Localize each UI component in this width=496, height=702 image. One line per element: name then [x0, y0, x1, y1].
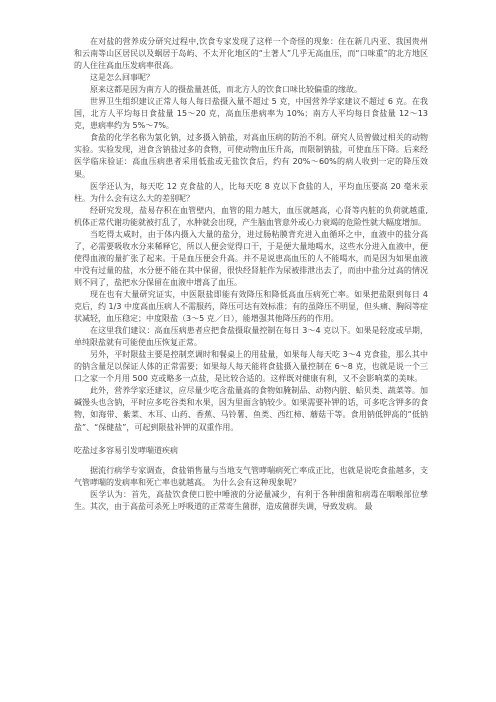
paragraph: 医学认为：首先，高盐饮食使口腔中唾液的分泌量减少，有利于各种细菌和病毒在咽喉部位孳生。其次，由于高盐可杀死上呼吸道的正常寄生菌群，造成菌群失调，导致发病。 最 [74, 489, 428, 511]
paragraph: 据流行病学专家调查，食盐销售量与当地支气管哮喘病死亡率成正比，也就是说吃食盐越多，支气管哮喘的发病率和死亡率也就越高。 为什么会有这种现象呢？ [74, 465, 428, 487]
paragraph: 食盐的化学名称为氯化钠，过多摄入钠盐，对高血压病的防治不利。研究人员曾做过相关的动物实验。实验发现，进食含钠盐过多的食物，可使动物血压升高，而限制钠盐，可使血压下降。后来经医学临床验证：高血压病患者采用低盐或无盐饮食后，约有 20%～60%的病人收到一定的降压效果。 [74, 133, 428, 179]
section-heading: 吃盐过多容易引发哮喘道疾病 [74, 445, 178, 455]
paragraph: 世界卫生组织建议正常人每人每日盐摄入量不超过 5 克，中国营养学家建议不超过 6 克。在我国，北方人平均每日食盐量 15～20 克，高血压患病率为 10%；南方人平均每日食盐量 12～13 克，患病率约为 5%～7%。 [74, 97, 428, 131]
paragraph: 在这里我们建议：高血压病患者应把食盐摄取量控制在每日 3～4 克以下。如果是轻度或早期，单纯限盐就有可能使血压恢复正常。 [74, 326, 428, 348]
paragraph: 此外，营养学家还建议，应尽量少吃含盐量高的食物如腌制品、动物内脏、蛤贝类、蔬菜等。加碱馒头也含钠，平时应多吃谷类和水果，因为里面含钠较少。如果需要补钾的话，可多吃含钾多的食物，如海带、紫菜、木耳、山药、香蕉、马铃薯、鱼类、西红柿、蘑菇干等。食用钠低钾高的“低钠盐”、“保健盐”，可起到限盐补钾的双重作用。 [74, 386, 428, 432]
paragraph: 当吃得太咸时，由于体内摄入大量的盐分，进过肠粘膜背充进入血循环之中，血液中的盐分高了，必需要吸收水分来稀释它，所以人便会觉得口干，于是便大量地喝水，这些水分进入血液中，便使得血液的量扩张了起来。于是血压便会升高。并不是说患高血压的人不能喝水，而是因为如果血液中没有过量的盐，水分便不能在其中保留，很快经肾脏作为尿被排泄出去了，而由中盐分过高的情况则不同了，盐把水分保留在血液中增高了血压。 [74, 229, 428, 287]
paragraph: 医学还认为，每天吃 12 克食盐的人，比每天吃 8 克以下食盐的人，平均血压要高 20 毫米汞柱。为什么会有这么大的差别呢？ [74, 181, 428, 203]
paragraph: 原来这都是因为南方人的摄盐量甚低，而北方人的饮食口味比较偏重的缘故。 [90, 85, 362, 95]
paragraph: 现在也有大量研究证实，中医限盐即能有效降压和降低高血压病死亡率。如果把盐限到每日 4 克后，约 1/3 中度高血压病人不需服药，降压可达有效标准；有的虽降压不明显，但头痛、胸闷等症状减轻，血压稳定；中度限盐（3～5 克／日），能增强其他降压药的作用。 [74, 289, 428, 324]
paragraph: 经研究发现，盐易存积在血管壁内，血管的阻力越大，血压就越高，心肾等内脏的负荷就越重,机体正常代谢功能就被打乱了，水肿就会出现，产生脑血管意外或心力衰竭的危险性就大幅度增加。 [74, 205, 428, 227]
document-body [0, 36, 496, 513]
paragraph: 在对盐的营养成分研究过程中,饮食专家发现了这样一个奇怪的现象：住在新几内亚、我国贵州和云南等山区居民以及蜗居于岛屿、不太开化地区的“土著人”几乎无高血压，而“口味重”的北方地区的人住往高血压发病率很高。 [74, 37, 428, 71]
paragraph: 另外，平时限盐主要是控制烹调时和餐桌上的用盐量，如果每人每天吃 3～4 克食盐，那么其中的钠含量足以保证人体的正常需要；如果每人每天能将食盐摄入量控制在 6～8 克，也就是说一个三口之家一个月用 500 克或略多一点盐，是比较合适的。这样既对健康有利，又不会影响菜的美味。 [74, 350, 428, 384]
paragraph: 这是怎么回事呢？ [90, 73, 154, 83]
